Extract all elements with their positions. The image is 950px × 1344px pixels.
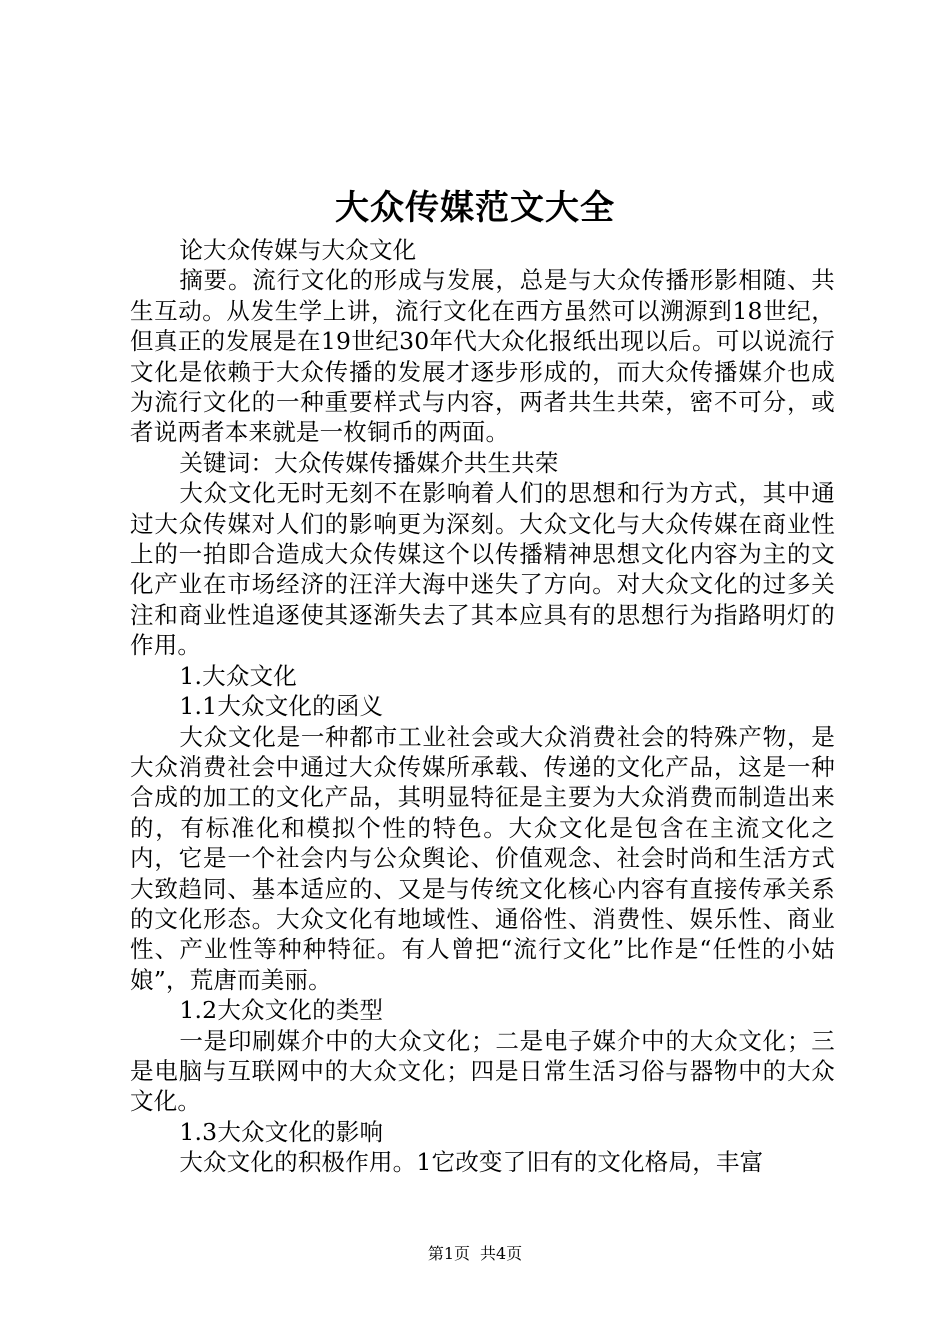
abstract-paragraph: 摘要。流行文化的形成与发展，总是与大众传播形影相随、共生互动。从发生学上讲，流行文化在西方虽然可以溯源到18世纪，但真正的发展是在19世纪30年代大众化报纸出现以后。可以说流行文化是依赖于大众传播的发展才逐步形成的，而大众传播媒介也成为流行文化的一种重要样式与内容，两者共生共荣，密不可分，或者说两者本来就是一枚铜币的两面。 [130, 266, 835, 447]
page-total: 共4页 [480, 1244, 523, 1263]
article-heading: 论大众传媒与大众文化 [179, 236, 417, 264]
keywords-paragraph: 关键词：大众传媒传播媒介共生共荣 [179, 448, 559, 477]
section-heading-1: 1.大众文化 [179, 661, 297, 690]
subsection-heading-1-1: 1.1大众文化的函义 [179, 692, 384, 721]
types-paragraph: 一是印刷媒介中的大众文化；二是电子媒介中的大众文化；三是电脑与互联网中的大众文化；四是日常生活习俗与器物中的大众文化。 [130, 1026, 835, 1116]
page-number: 第1页 [427, 1244, 470, 1263]
subsection-heading-1-3: 1.3大众文化的影响 [179, 1117, 384, 1146]
document-title: 大众传媒范文大全 [335, 188, 615, 228]
influence-paragraph: 大众文化的积极作用。1它改变了旧有的文化格局，丰富 [179, 1148, 764, 1177]
document-body [130, 235, 835, 1178]
page-footer [0, 1244, 950, 1264]
subsection-heading-1-2: 1.2大众文化的类型 [179, 996, 384, 1025]
intro-paragraph: 大众文化无时无刻不在影响着人们的思想和行为方式，其中通过大众传媒对人们的影响更为深刻。大众文化与大众传媒在商业性上的一拍即合造成大众传媒这个以传播精神思想文化内容为主的文化产业在市场经济的汪洋大海中迷失了方向。对大众文化的过多关注和商业性追逐使其逐渐失去了其本应具有的思想行为指路明灯的作用。 [130, 479, 835, 660]
definition-paragraph: 大众文化是一种都市工业社会或大众消费社会的特殊产物，是大众消费社会中通过大众传媒所承载、传递的文化产品，这是一种合成的加工的文化产品，其明显特征是主要为大众消费而制造出来的，有标准化和模拟个性的特色。大众文化是包含在主流文化之内，它是一个社会内与公众舆论、价值观念、社会时尚和生活方式大致趋同、基本适应的、又是与传统文化核心内容有直接传承关系的文化形态。大众文化有地域性、通俗性、消费性、娱乐性、商业性、产业性等种种特征。有人曾把“流行文化”比作是“任性的小姑娘”，荒唐而美丽。 [130, 722, 835, 994]
